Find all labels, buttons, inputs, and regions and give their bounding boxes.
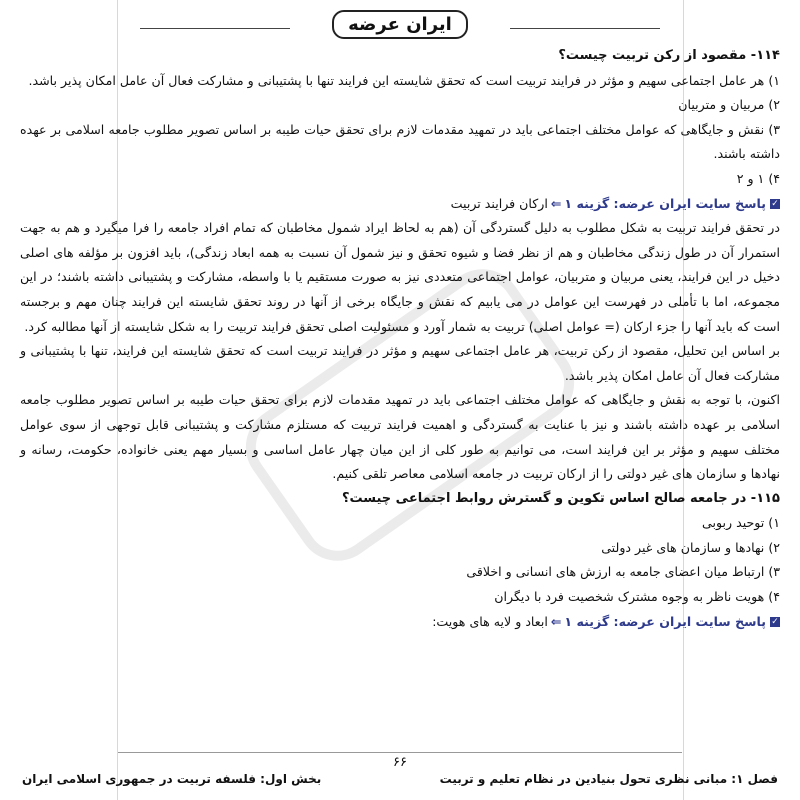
explanation-paragraph-1: در تحقق فرایند تربیت به شکل مطلوب به دلیل گستردگی آن (هم به لحاظ ایراد شمول مخاطبان که تمام افراد جامعه را فرا میگیرد و هم به جهت استمرار آن در طول زندگی مخاطبان و هم از نظر فضا و شیوه تحقق و نیز شمول آن نسبت به همه ابعاد زندگی)، باید افزون بر مؤلفه های اصلی دخیل در این فرایند، یعنی مربیان و متربیان، عوامل اجتماعی متعددی نیز به صورت مستقیم یا با واسطه، مشارکت و پشتیبانی داشته باشند؛ در این مجموعه، اما با تأملی در فهرست این عوامل در می یابیم که نقش و جایگاه برخی از آنها در روند تحقق شایسته این فرایند چنان مهم و برجسته است که باید آنها را جزء ارکان (= عوامل اصلی) تربیت به شمار آورد و مسئولیت اصلی تحقق فرایند تربیت را به شکل شایسته از آنها مطالبه کرد. bbox=[20, 220, 780, 334]
footer-section-title: بخش اول: فلسفه تربیت در جمهوری اسلامی ایران bbox=[22, 772, 322, 786]
explanation-paragraph-3: اکنون، با توجه به نقش و جایگاهی که عوامل مختلف اجتماعی باید در تمهید مقدمات لازم برای تحقق حیات طیبه بر اساس تصویر مطلوب جامعه اسلامی بر عهده داشته باشند و نیز با عنایت به گستردگی و اهمیت فرایند تربیت که مستلزم مشارکت و پشتیبانی قابل توجهی از سوی عوامل مختلف سهیم و مؤثر بر این فرایند است، می توانیم به طور کلی از این میان چهار عامل اساسی و بسیار مهم یعنی خانواده، حکومت، رسانه و نهادها و سازمان های غیر دولتی را از ارکان تربیت در جامعه اسلامی معاصر تلقی کنیم. bbox=[20, 392, 780, 482]
checkbox-icon: ✓ bbox=[771, 617, 779, 628]
explanation-paragraph-2: بر اساس این تحلیل، مقصود از رکن تربیت، هر عامل اجتماعی سهیم و مؤثر در فرایند تربیت است که تحقق شایسته این فرایند، تنها با پشتیبانی و مشارکت فعال آن عامل امکان پذیر باشد. bbox=[20, 343, 780, 383]
question-114-option-1: ۱) هر عامل اجتماعی سهیم و مؤثر در فرایند تربیت است که تحقق شایسته این فرایند تنها با پشتیبانی و مشارکت فعال آن عامل امکان پذیر باشد. bbox=[28, 72, 780, 88]
footer-chapter-title: فصل ۱: مبانی نظری تحول بنیادین در نظام تعلیم و تربیت bbox=[439, 772, 778, 786]
logo-text: ایران عرضه bbox=[332, 10, 468, 39]
page-number: ۶۶ bbox=[393, 755, 407, 770]
question-115-option-1: ۱) توحید ربوبی bbox=[702, 515, 780, 531]
question-114-option-3: ۳) نقش و جایگاهی که عوامل مختلف اجتماعی باید در تمهید مقدمات لازم برای تحقق حیات طیبه بر اساس تصویر مطلوب جامعه اسلامی بر عهده داشته باشند. bbox=[20, 121, 780, 162]
header-rule-right bbox=[510, 28, 660, 29]
question-115-option-2: ۲) نهادها و سازمان های غیر دولتی bbox=[601, 539, 780, 555]
answer-label: پاسخ سایت ایران عرضه: گزینه ۱ bbox=[564, 195, 766, 211]
checkbox-icon: ✓ bbox=[771, 199, 779, 210]
answer-label: پاسخ سایت ایران عرضه: گزینه ۱ bbox=[564, 613, 766, 629]
answer-topic: ابعاد و لایه های هویت: bbox=[432, 613, 548, 629]
footer-rule bbox=[118, 752, 682, 753]
question-115-option-3: ۳) ارتباط میان اعضای جامعه به ارزش های انسانی و اخلاقی bbox=[466, 564, 780, 580]
question-114-title: ۱۱۴- مقصود از رکن تربیت چیست؟ bbox=[558, 48, 780, 63]
page-content bbox=[20, 44, 780, 634]
question-114-option-4: ۴) ۱ و ۲ bbox=[736, 170, 780, 186]
header-logo bbox=[300, 8, 500, 40]
arrow-left-icon: ⇐ bbox=[550, 613, 562, 629]
question-115-option-4: ۴) هویت ناظر به وجوه مشترک شخصیت فرد با دیگران bbox=[494, 589, 780, 605]
answer-topic: ارکان فرایند تربیت bbox=[450, 195, 548, 211]
question-114-option-2: ۲) مربیان و متربیان bbox=[678, 97, 780, 113]
question-114-answer bbox=[20, 192, 780, 217]
question-115-title: ۱۱۵- در جامعه صالح اساس تکوین و گسترش روابط اجتماعی چیست؟ bbox=[341, 490, 780, 506]
header-rule-left bbox=[140, 28, 290, 29]
question-115-answer bbox=[20, 610, 780, 635]
arrow-left-icon: ⇐ bbox=[550, 195, 562, 211]
